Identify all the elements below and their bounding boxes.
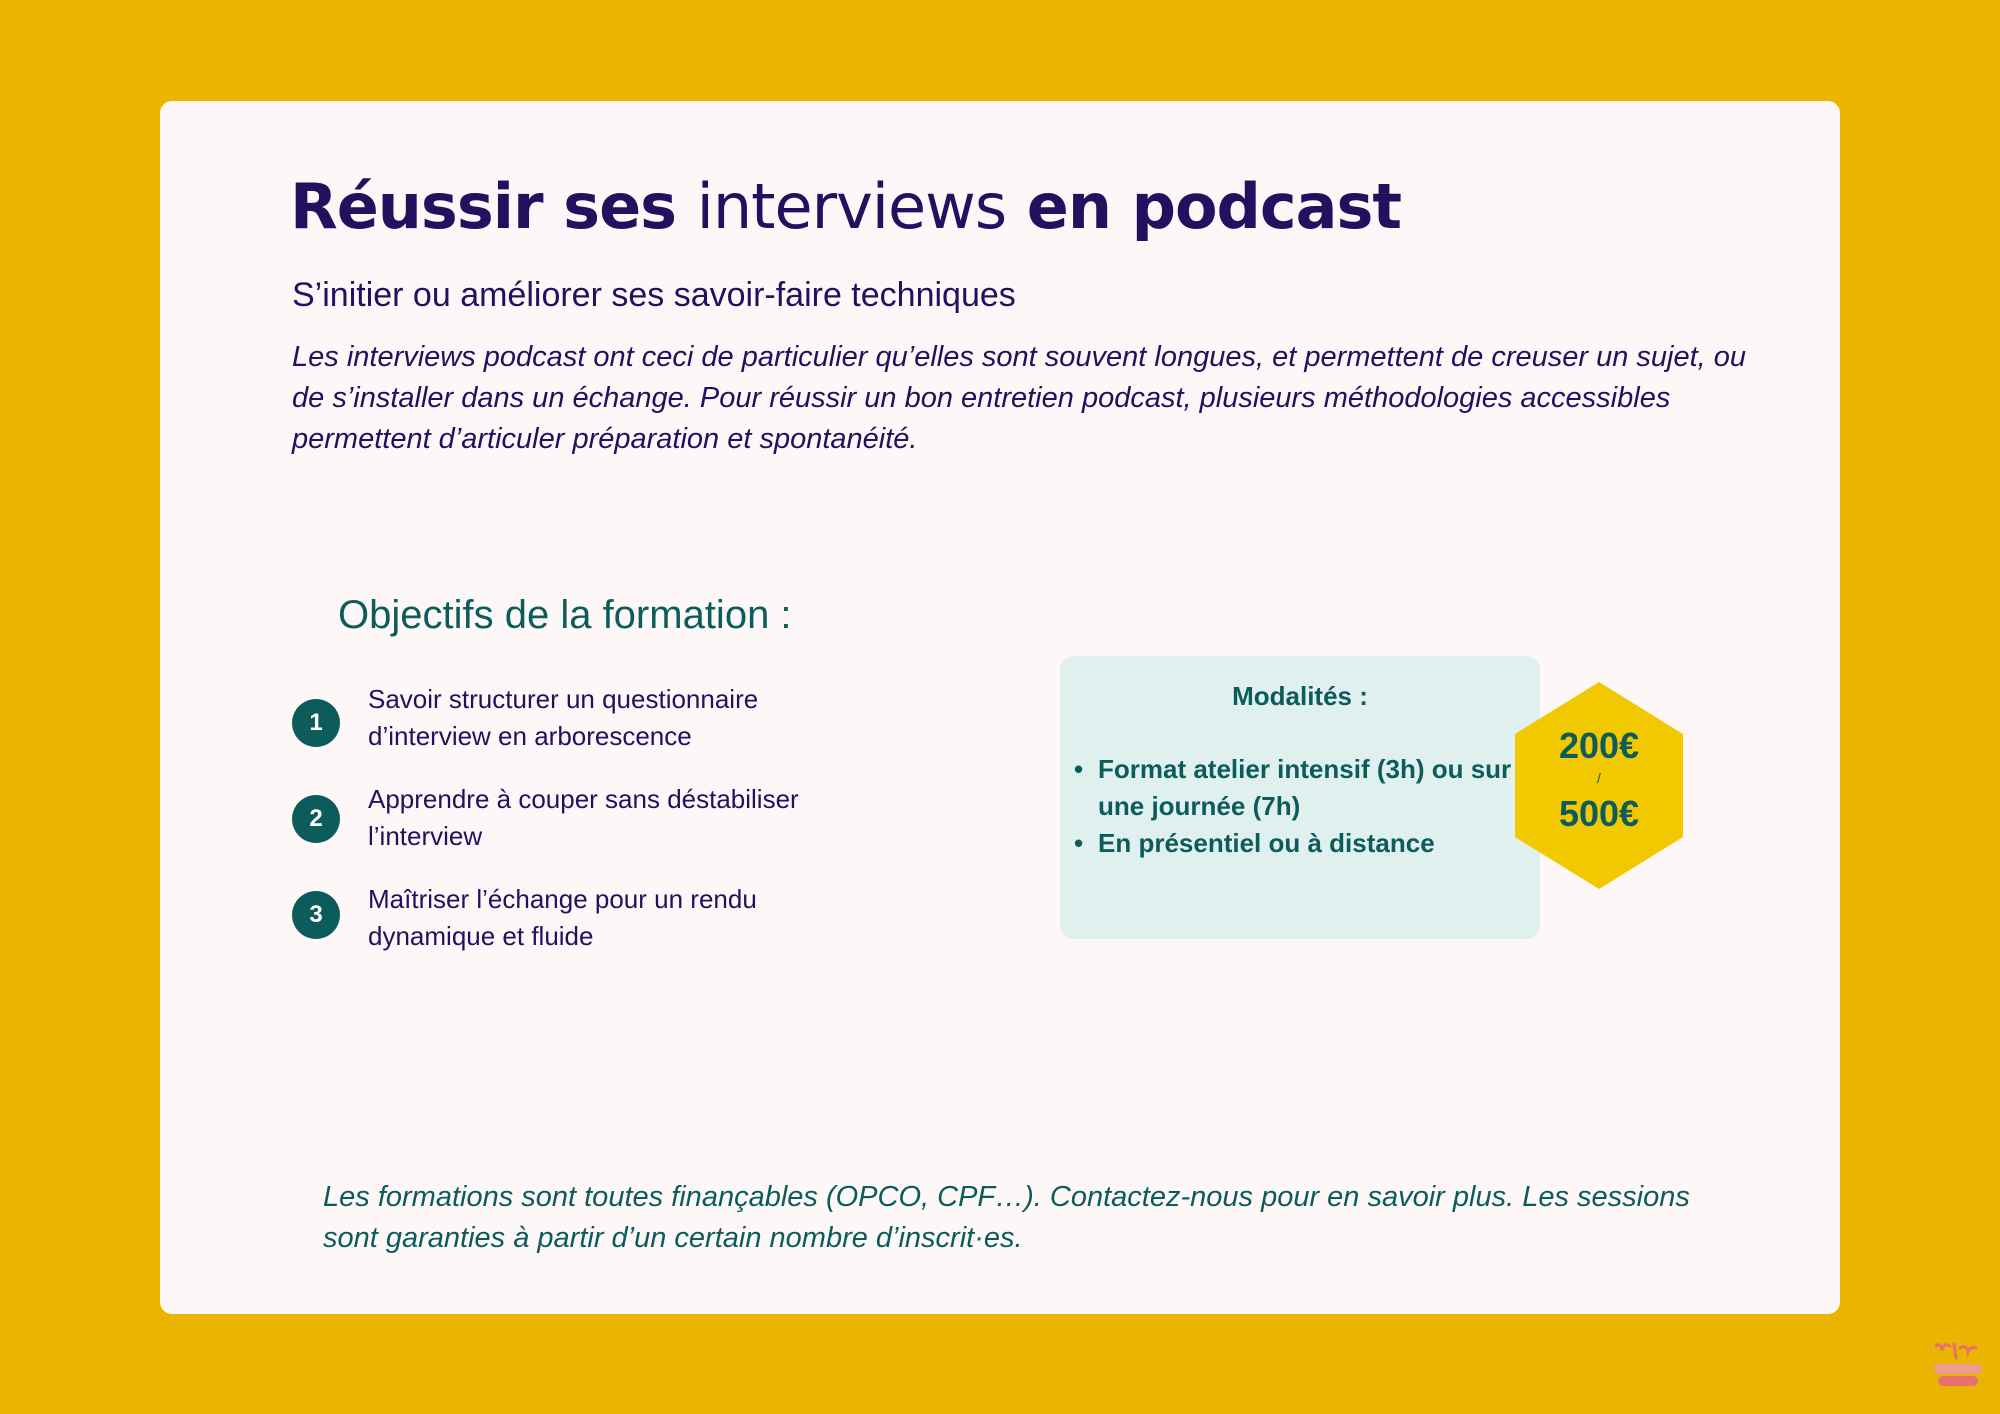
title-word: en bbox=[1026, 170, 1111, 243]
modalities-heading: Modalités : bbox=[1232, 681, 1368, 711]
objectives-heading: Objectifs de la formation : bbox=[338, 593, 792, 637]
objective-number-badge: 2 bbox=[292, 795, 340, 843]
modality-item: • Format atelier intensif (3h) ou sur une journée (7h) bbox=[1074, 751, 1514, 825]
objective-item bbox=[292, 881, 932, 961]
objective-text: Apprendre à couper sans déstabiliser l’interview bbox=[368, 784, 799, 851]
modality-item: • En présentiel ou à distance bbox=[1074, 825, 1514, 862]
objective-item bbox=[292, 781, 932, 861]
price-separator: / bbox=[1597, 770, 1601, 786]
objective-text: Maîtriser l’échange pour un rendu dynamique et fluide bbox=[368, 884, 757, 951]
price-value-1: 200€ bbox=[1558, 725, 1640, 766]
page-title bbox=[290, 169, 1401, 245]
content-card bbox=[160, 101, 1840, 1314]
price-value-2: 500€ bbox=[1558, 793, 1640, 834]
price-badge bbox=[1515, 682, 1683, 889]
footer-note: Les formations sont toutes finançables (OPCO, CPF…). Contactez-nous pour en savoir plus. Les sessions sont garanties à partir d’un certain nombre d’inscrit·es. bbox=[323, 1181, 1690, 1254]
objective-text: Savoir structurer un questionnaire d’interview en arborescence bbox=[368, 684, 759, 751]
modalities-list bbox=[1074, 751, 1514, 862]
intro-paragraph: Les interviews podcast ont ceci de particulier qu’elles sont souvent longues, et permettent de creuser un sujet, ou de s’installer dans un échange. Pour réussir un bon entretien podcast, plusieurs méthodologies accessibles permettent d’articuler préparation et spontanéité. bbox=[292, 341, 1747, 455]
title-word: Réussir bbox=[290, 170, 543, 243]
objective-item bbox=[292, 681, 932, 761]
brand-logo-icon bbox=[1930, 1340, 1986, 1390]
objective-number-badge: 1 bbox=[292, 699, 340, 747]
title-word: interviews bbox=[696, 170, 1007, 243]
objective-number-badge: 3 bbox=[292, 891, 340, 939]
title-word: podcast bbox=[1131, 170, 1402, 243]
page-subtitle: S’initier ou améliorer ses savoir-faire techniques bbox=[292, 276, 1016, 314]
modalities-box bbox=[1060, 656, 1540, 939]
title-word: ses bbox=[563, 170, 677, 243]
